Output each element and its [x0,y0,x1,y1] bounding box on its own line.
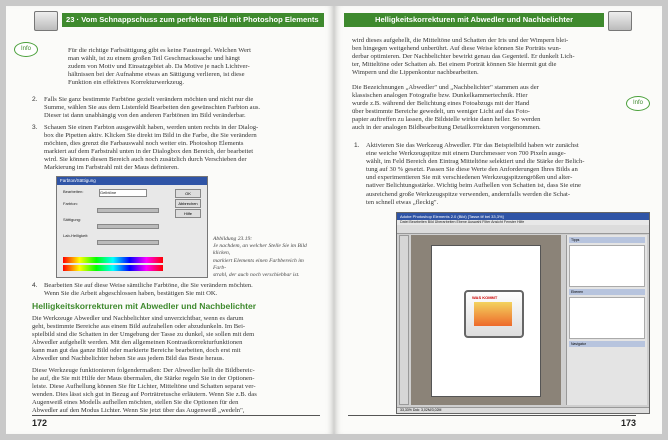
text-line: Aktivieren Sie das Werkzeug Abwedler. Für das Beispielbild haben wir zunächst [366,142,579,149]
text-line: Augenweiß eines Modells aufhellen möchten, stellen Sie die Optionen für den [32,399,239,407]
hue-slider[interactable] [97,208,159,213]
left-intro-paragraph [68,47,318,87]
figure-caption [213,236,317,279]
saturation-label: Sättigung: [63,217,82,222]
footer-rule [32,415,320,416]
edit-label: Bearbeiten: [63,189,84,194]
step-number: 4. [32,282,38,289]
text-line: klassischen analogen Fotografie bzw. Dunkelkammertechnik. Hier [352,92,528,100]
text-line: papier auftreffen zu lassen, die Bildstelle wirkte dann heller. So werden [352,116,541,124]
text-line: wenden. Dies lässt sich gut in Bezug auf Porträtretusche erläutern. Wenn Sie z.B. das [32,391,257,399]
text-line: möchten, dies grenzt die Farbauswahl noch weiter ein. Photoshop Elements [44,140,244,148]
palette-panel [566,235,647,405]
mug-thumbnail-icon [34,11,58,31]
panel-navigator: Navigator [569,341,645,347]
image-window [431,245,541,397]
text-line: wird. Sie können diesen Bereich auch noch zusätzlich durch Verschieben der [44,156,247,164]
text-line: zudem von Motiv und Einsatzgebiet ab. Da Motive je nach Lichtver- [68,63,250,71]
text-line: leiste. Diese Aufhellung können Sie für Lichter, Mitteltöne und Schatten separat ver- [32,383,256,391]
right-paragraph-1 [352,37,642,77]
caption-line: strahl, der auch noch verschiebbar ist. [213,272,300,279]
caption-title: Abbildung 23.19: [213,236,253,242]
left-page [6,6,334,434]
toolbox [399,235,409,405]
text-line: Dieser ist dann unabhängig von den anderen Farbtönen im Bild veränderbar. [44,112,246,120]
text-line: Abwedler aufgehellt werden. Mit den allgemeinen Kontrastkorrekturfunktionen [32,339,243,347]
panel-body [569,245,645,287]
screenshot-menubar: Datei Bearbeiten Bild Überarbeiten Ebene Auswahl Filter Ansicht Fenster Hilfe [397,220,649,225]
hue-label: Farbton: [63,201,78,206]
step-number: 1. [354,142,360,149]
right-running-header: Helligkeitskorrekturen mit Abwedler und Nachbelichter [344,13,604,27]
text-line: ausreichend große Werkzeugspitze verwenden, andernfalls werden die Schat- [366,190,571,198]
text-line: auch in der analogen Bildbearbeitung Detailkorrekturen vorgenommen. [352,124,541,132]
caption-line: Je nachdem, an welcher Stelle Sie im Bild klicken, [213,243,307,257]
text-line: eine weiche Werkzeugspitze mit einem Durchmesser von 700 Pixeln ausge- [366,150,566,158]
step-4 [32,282,320,298]
page-number-left: 172 [32,418,48,428]
text-line: Bearbeiten Sie auf diese Weise sämtliche Farbtöne, die Sie verändern möchten. [44,282,253,289]
status-bar: 33,33% Dok: 3,02M/3,02M [397,407,649,413]
text-line: ter, Mitteltöne oder Schatten ab. Bei einem Porträt können Sie hiermit gut die [352,61,557,69]
text-line: Die Bezeichnungen „Abwedler" und „Nachbelichter" stammen aus der [352,84,539,91]
text-line: Abwedler auf den Modus Lichter. Wenn Sie jetzt über das Augenweiß „wedeln", [32,407,245,415]
right-step-1 [354,142,648,207]
edit-select[interactable]: Gelbtöne [99,189,147,197]
step-3 [32,124,320,173]
text-line: geht, bestimmte Bereiche aus einem Bild aufzuhellen oder abzudunkeln. Im Bei- [32,323,246,331]
text-line: man wählt, ist zu einem großen Teil Geschmackssache und hängt [68,55,240,63]
mug-print [474,302,512,326]
text-line: Wenn Sie die Arbeit abgeschlossen haben, bestätigen Sie mit OK. [44,290,218,298]
section-paragraph-2 [32,367,320,416]
step-2 [32,96,320,120]
left-running-header: 23 · Vom Schnappschuss zum perfekten Bild mit Photoshop Elements [62,13,324,27]
color-bar-top [63,257,163,263]
mug-thumbnail-icon [608,11,632,31]
right-page [334,6,662,434]
text-line: und experimentieren Sie mit verschiedenen Werkzeugspitzengrößen und alter- [366,174,573,182]
text-line: Falls Sie ganz bestimmte Farbtöne gezielt verändern möchten und nicht nur die [44,96,254,103]
text-line: kann man gut das ganze Bild oder markierte Bereiche bearbeiten, doch erst mit [32,347,241,355]
text-line: Die Werkzeuge Abwedler und Nachbelichter sind unverzichtbar, wenn es darum [32,315,244,322]
book-spread [6,6,662,434]
cancel-button[interactable]: Abbrechen [175,199,201,208]
panel-layers: Ebenen [569,289,645,295]
panel-tips: Tipps [569,237,645,243]
text-line: ben hingegen weitgehend unberührt. Auf diese Weise können Sie Porträts wun- [352,45,562,53]
dialog-title: Farbton/Sättigung [57,177,207,185]
hue-saturation-dialog [56,176,208,278]
panel-body [569,297,645,339]
screenshot-title: Adobe Photoshop Elements 2.0 (Bild) [Tasse.tif bei 33,3%] [397,213,649,220]
ok-button[interactable]: OK [175,189,201,198]
lightness-label: Lab-Helligkeit: [63,233,89,238]
text-line: Summe, wählen Sie aus dem Listenfeld Bearbeiten den gewünschten Farbton aus. [44,104,261,112]
text-line: he auf, die Sie mit Hilfe der Maus übermalen, die Stärke regeln Sie in der Optionen- [32,375,255,383]
page-number-right: 173 [620,418,636,428]
text-line: Markierung im Farbstrahl mit der Maus definieren. [44,164,179,172]
right-paragraph-2 [352,84,610,133]
step-number: 3. [32,124,38,131]
section-paragraph-1 [32,315,320,364]
mug-image [464,290,524,338]
info-bubble-icon: Info [14,42,38,57]
text-line: über bestimmte Bereiche gewedelt, um weniger Licht auf das Foto- [352,108,530,116]
caption-line: markiert Elements einen Farbbereich im Farb- [213,257,304,271]
lightness-slider[interactable] [97,240,159,245]
text-line: markiert auf dem Farbstrahl unten in der Dialogbox den Bereich, der bearbeitet [44,148,254,156]
footer-rule [348,415,636,416]
color-bar-bottom[interactable] [63,265,163,271]
text-line: ten schnell etwas „fleckig". [366,198,439,206]
text-line: Schauen Sie einen Farbton ausgewählt haben, werden unten rechts in der Dialog- [44,124,259,131]
options-bar [397,225,649,234]
text-line: Funktion ein effektives Korrekturwerkzeug. [68,79,184,87]
help-button[interactable]: Hilfe [175,209,201,218]
image-canvas [411,235,561,405]
text-line: hältnissen bei der Aufnahme etwas an Sättigung verlieren, ist diese [68,71,245,79]
step-number: 2. [32,96,38,103]
text-line: wurde z.B. während der Belichtung eines Fotoabzugs mit der Hand [352,100,530,108]
text-line: derbar optimieren. Der Nachbelichter bewirkt genau das Gegenteil. Er dunkelt Lich- [352,53,575,61]
saturation-slider[interactable] [97,224,159,229]
section-heading: Helligkeitskorrekturen mit Abwedler und Nachbelichter [32,301,257,311]
text-line: wählt, im Feld Bereich den Eintrag Mitteltöne selektiert und die Stärke der Belich- [366,158,585,166]
text-line: Diese Werkzeuge funktionieren folgendermaßen: Der Abwedler hellt die Bildbereic- [32,367,255,374]
text-line: Wimpern und die Lippenkontur nachbearbeiten. [352,69,479,77]
info-bubble-icon: Info [626,96,650,111]
text-line: nativer Belichtungsstärke. Wichtig beim Aufhellen von Schatten ist, dass Sie eine [366,182,581,190]
text-line: spielbild sind die Schatten in der Umgebung der Tasse zu dunkel, sie sollen mit dem [32,331,255,339]
photoshop-screenshot [396,212,650,414]
text-line: wird dieses aufgehellt, die Mitteltöne und Schatten der Iris und der Wimpern blei- [352,37,569,44]
text-line: Für die richtige Farbsättigung gibt es keine Faustregel. Welchen Wert [68,47,251,54]
text-line: box die Pipetten aktiv. Klicken Sie direkt im Bild in die Farbe, die Sie verändern [44,132,257,140]
mug-label: WAS KOMMT [472,295,498,300]
text-line: Abwedler und Nachbelichter heben Sie aus jedem Bild das Beste heraus. [32,355,225,363]
text-line: tung auf 30 % gesetzt. Passen Sie diese Werte den Anforderungen Ihres Bilds an [366,166,578,174]
